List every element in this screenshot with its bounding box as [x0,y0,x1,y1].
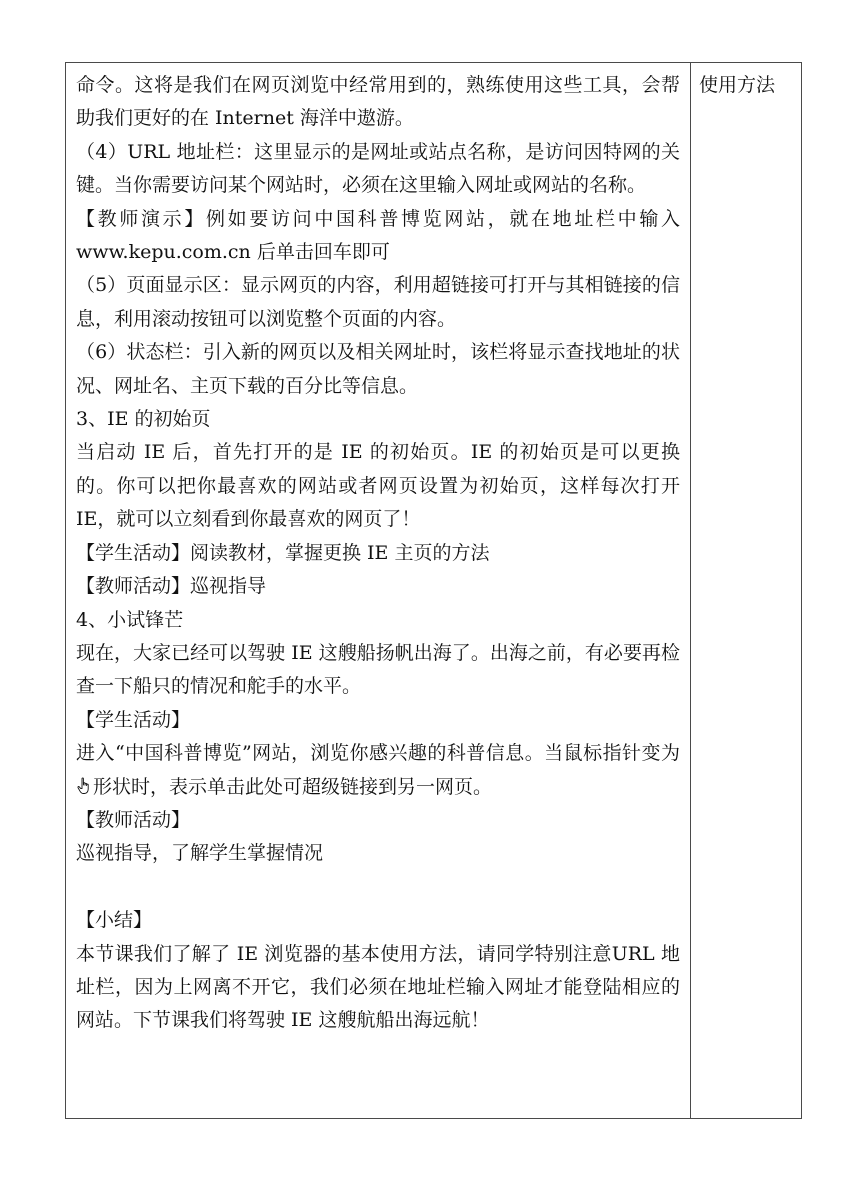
blank-line [76,871,680,904]
hand-pointer-icon [77,777,92,795]
section-heading-practice: 4、小试锋芒 [76,608,184,631]
paragraph-page-display: （5）页面显示区：显示网页的内容，利用超链接可打开与其相链接的信息，利用滚动按钮可以浏览整个页面的内容。 [76,274,680,330]
paragraph-homepage: 当启动 IE 后，首先打开的是 IE 的初始页。IE 的初始页是可以更换的。你可以把你最喜欢的网站或者网页设置为初始页，这样每次打开 IE，就可以立刻看到你最喜欢的网页了！ [76,441,680,531]
paragraph-teacher-patrol: 巡视指导，了解学生掌握情况 [76,842,324,865]
method-cell [691,63,802,1119]
table-row [66,63,802,1119]
paragraph-url-bar: （4）URL 地址栏：这里显示的是网址或站点名称，是访问因特网的关键。当你需要访问某个网站时，必须在这里输入网址或网站的名称。 [76,140,680,197]
paragraph-student-activity-1: 【学生活动】阅读教材，掌握更换 IE 主页的方法 [76,541,490,564]
paragraph-teacher-activity-label: 【教师活动】 [76,808,191,831]
paragraph-teacher-demo: 【教师演示】例如要访问中国科普博览网站，就在地址栏中输入 www.kepu.com.cn 后单击回车即可 [76,207,680,264]
paragraph-status-bar: （6）状态栏：引入新的网页以及相关网址时，该栏将显示查找地址的状况、网址名、主页下载的百分比等信息。 [76,341,680,397]
browse-kepu-text-start: 进入“中国科普博览”网站，浏览你感兴趣的科普信息。当鼠标指针变为 [76,742,680,765]
content-body [66,63,690,1038]
paragraph-summary: 本节课我们了解了 IE 浏览器的基本使用方法，请同学特别注意URL 地址栏，因为上网离不开它，我们必须在地址栏输入网址才能登陆相应的网站。下节课我们将驾驶 IE 这艘航船出海远航！ [76,942,680,1032]
section-heading-homepage: 3、IE 的初始页 [76,408,211,431]
paragraph-practice-intro: 现在，大家已经可以驾驶 IE 这艘船扬帆出海了。出海之前，有必要再检查一下船只的情况和舵手的水平。 [76,641,680,698]
paragraph-student-activity-label: 【学生活动】 [76,708,191,731]
paragraph-toolbar-usage: 命令。这将是我们在网页浏览中经常用到的，熟练使用这些工具，会帮助我们更好的在 Internet 海洋中遨游。 [76,74,680,130]
summary-heading: 【小结】 [76,909,153,932]
method-label: 使用方法 [699,74,776,96]
content-cell [66,63,691,1119]
paragraph-teacher-activity-1: 【教师活动】巡视指导 [76,575,267,598]
paragraph-browse-kepu [76,737,680,804]
browse-kepu-text-end: 形状时，表示单击此处可超级链接到另一网页。 [93,775,493,798]
lesson-plan-table [65,62,802,1119]
